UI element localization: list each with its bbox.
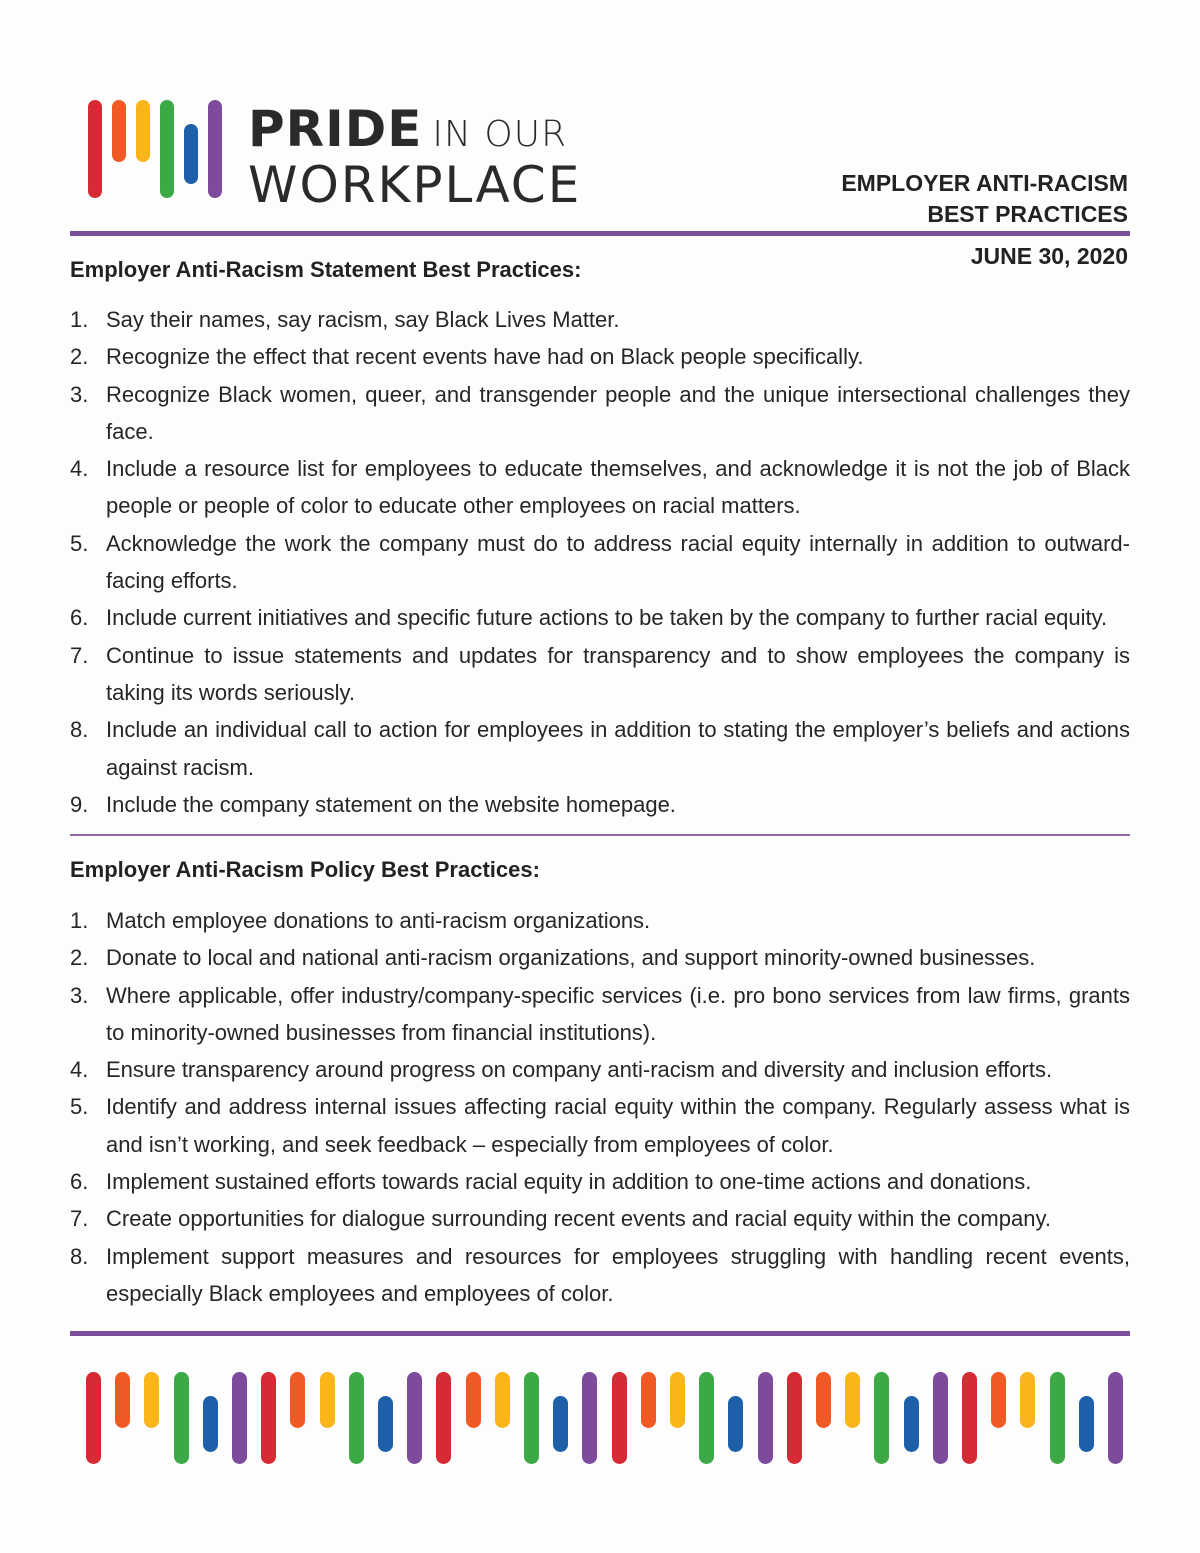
policy-list-item	[70, 1088, 1130, 1163]
footer-bar	[1020, 1372, 1035, 1428]
document-date: JUNE 30, 2020	[970, 243, 1128, 269]
list-item-text: Continue to issue statements and updates for transparency and to show employees the company is taking its words seriously.	[106, 642, 1130, 705]
footer-bar	[670, 1372, 685, 1428]
list-item-text: Identify and address internal issues affecting racial equity within the company. Regularly assess what is and isn’t working, and seek feedback – especially from employees of color.	[106, 1094, 1130, 1157]
list-item-number: 5.	[70, 1094, 89, 1120]
footer-rainbow-bars-decoration	[86, 1368, 1126, 1468]
list-item-number: 3.	[70, 381, 89, 407]
list-item-number: 7.	[70, 1206, 89, 1232]
list-item-text: Donate to local and national anti-racism organizations, and support minority-owned businesses.	[106, 945, 1036, 971]
footer-bar	[407, 1372, 422, 1464]
list-item-number: 8.	[70, 717, 89, 743]
footer-bar	[991, 1372, 1006, 1428]
footer-bar	[232, 1372, 247, 1464]
footer-bar	[758, 1372, 773, 1464]
footer-bar	[612, 1372, 627, 1464]
header-divider	[70, 231, 1130, 236]
footer-bar	[1108, 1372, 1123, 1464]
footer-bar	[641, 1372, 656, 1428]
policy-list-item	[70, 977, 1130, 1052]
list-item-text: Acknowledge the work the company must do to address racial equity internally in addition to outward-facing efforts.	[106, 530, 1130, 594]
list-item-text: Include an individual call to action for employees in addition to stating the employer’s beliefs and actions against racism.	[106, 717, 1130, 780]
list-item-number: 9.	[70, 791, 89, 817]
list-item-number: 8.	[70, 1243, 89, 1269]
list-item-text: Create opportunities for dialogue surrounding recent events and racial equity within the company.	[106, 1206, 1051, 1232]
document-title-line2: BEST PRACTICES	[927, 201, 1128, 227]
list-item-text: Implement sustained efforts towards racial equity in addition to one-time actions and donations.	[106, 1169, 1032, 1195]
list-item-text: Recognize the effect that recent events have had on Black people specifically.	[106, 344, 864, 370]
footer-bar	[86, 1372, 101, 1464]
document-title-line1: EMPLOYER ANTI-RACISM	[841, 170, 1128, 196]
list-item-text: Include the company statement on the website homepage.	[106, 791, 676, 817]
footer-bar	[290, 1372, 305, 1428]
list-item-text: Include current initiatives and specific future actions to be taken by the company to further racial equity.	[106, 605, 1108, 631]
footer-bar	[787, 1372, 802, 1464]
footer-bar	[816, 1372, 831, 1428]
list-item-number: 5.	[70, 530, 89, 556]
footer-bar	[174, 1372, 189, 1464]
policy-section-heading: Employer Anti-Racism Policy Best Practices:	[70, 857, 540, 882]
statement-section-heading: Employer Anti-Racism Statement Best Practices:	[70, 257, 582, 282]
logo-wordmark	[248, 100, 581, 214]
statement-list-item	[70, 711, 1130, 786]
statement-list-item	[70, 637, 1130, 712]
statement-list-item	[70, 786, 1130, 823]
list-item-number: 3.	[70, 982, 89, 1008]
list-item-number: 7.	[70, 642, 89, 668]
list-item-text: Where applicable, offer industry/company-specific services (i.e. pro bono services from law firms, grants to minority-owned businesses from financial institutions).	[106, 982, 1130, 1045]
list-item-number: 4.	[70, 1057, 89, 1083]
list-item-text: Say their names, say racism, say Black Lives Matter.	[106, 307, 620, 332]
footer-bar	[144, 1372, 159, 1428]
logo-pride-text: PRIDE	[248, 100, 423, 158]
statement-practices-list	[70, 301, 1130, 823]
footer-bar	[553, 1396, 568, 1452]
list-item-number: 1.	[70, 908, 89, 933]
section-divider	[70, 834, 1130, 836]
footer-bar	[728, 1396, 743, 1452]
list-item-number: 6.	[70, 1169, 89, 1195]
footer-bar	[1079, 1396, 1094, 1452]
list-item-number: 6.	[70, 605, 89, 631]
policy-list-item	[70, 1238, 1130, 1313]
statement-list-item	[70, 450, 1130, 525]
list-item-text: Implement support measures and resources for employees struggling with handling recent events, especially Black employees and employees of color.	[106, 1243, 1130, 1306]
list-item-text: Match employee donations to anti-racism organizations.	[106, 908, 651, 933]
footer-bar	[874, 1372, 889, 1464]
policy-practices-list	[70, 902, 1130, 1312]
statement-list-item	[70, 599, 1130, 636]
list-item-text: Ensure transparency around progress on company anti-racism and diversity and inclusion efforts.	[106, 1057, 1053, 1083]
footer-bar	[466, 1372, 481, 1428]
list-item-text: Include a resource list for employees to educate themselves, and acknowledge it is not the job of Black people or people of color to educate other employees on racial matters.	[106, 456, 1130, 519]
footer-bar	[904, 1396, 919, 1452]
footer-bar	[845, 1372, 860, 1428]
list-item-text: Recognize Black women, queer, and transgender people and the unique intersectional challenges they face.	[106, 381, 1130, 444]
footer-bar	[933, 1372, 948, 1464]
list-item-number: 4.	[70, 456, 89, 482]
pride-in-our-workplace-logo	[86, 98, 646, 214]
footer-bar	[495, 1372, 510, 1428]
rainbow-bars-icon	[86, 98, 226, 202]
document-title	[841, 168, 1128, 230]
policy-list-item	[70, 1200, 1130, 1237]
footer-bar	[1050, 1372, 1065, 1464]
footer-bar	[378, 1396, 393, 1452]
footer-bar	[582, 1372, 597, 1464]
footer-bar	[203, 1396, 218, 1452]
footer-bar	[320, 1372, 335, 1428]
footer-bar	[524, 1372, 539, 1464]
list-item-number: 2.	[70, 945, 89, 971]
footer-bar	[962, 1372, 977, 1464]
footer-bar	[115, 1372, 130, 1428]
logo-in-our-text: IN OUR	[432, 114, 568, 155]
statement-list-item	[70, 525, 1130, 600]
policy-list-item	[70, 1163, 1130, 1200]
statement-list-item	[70, 301, 1130, 338]
statement-list-item	[70, 338, 1130, 375]
footer-divider	[70, 1331, 1130, 1336]
footer-bar	[349, 1372, 364, 1464]
logo-workplace-text: WORKPLACE	[248, 156, 582, 214]
policy-list-item	[70, 1051, 1130, 1088]
policy-list-item	[70, 939, 1130, 976]
footer-bar	[436, 1372, 451, 1464]
list-item-number: 1.	[70, 307, 89, 332]
list-item-number: 2.	[70, 344, 89, 370]
statement-list-item	[70, 376, 1130, 451]
footer-bar	[261, 1372, 276, 1464]
footer-bar	[699, 1372, 714, 1464]
policy-list-item	[70, 902, 1130, 939]
